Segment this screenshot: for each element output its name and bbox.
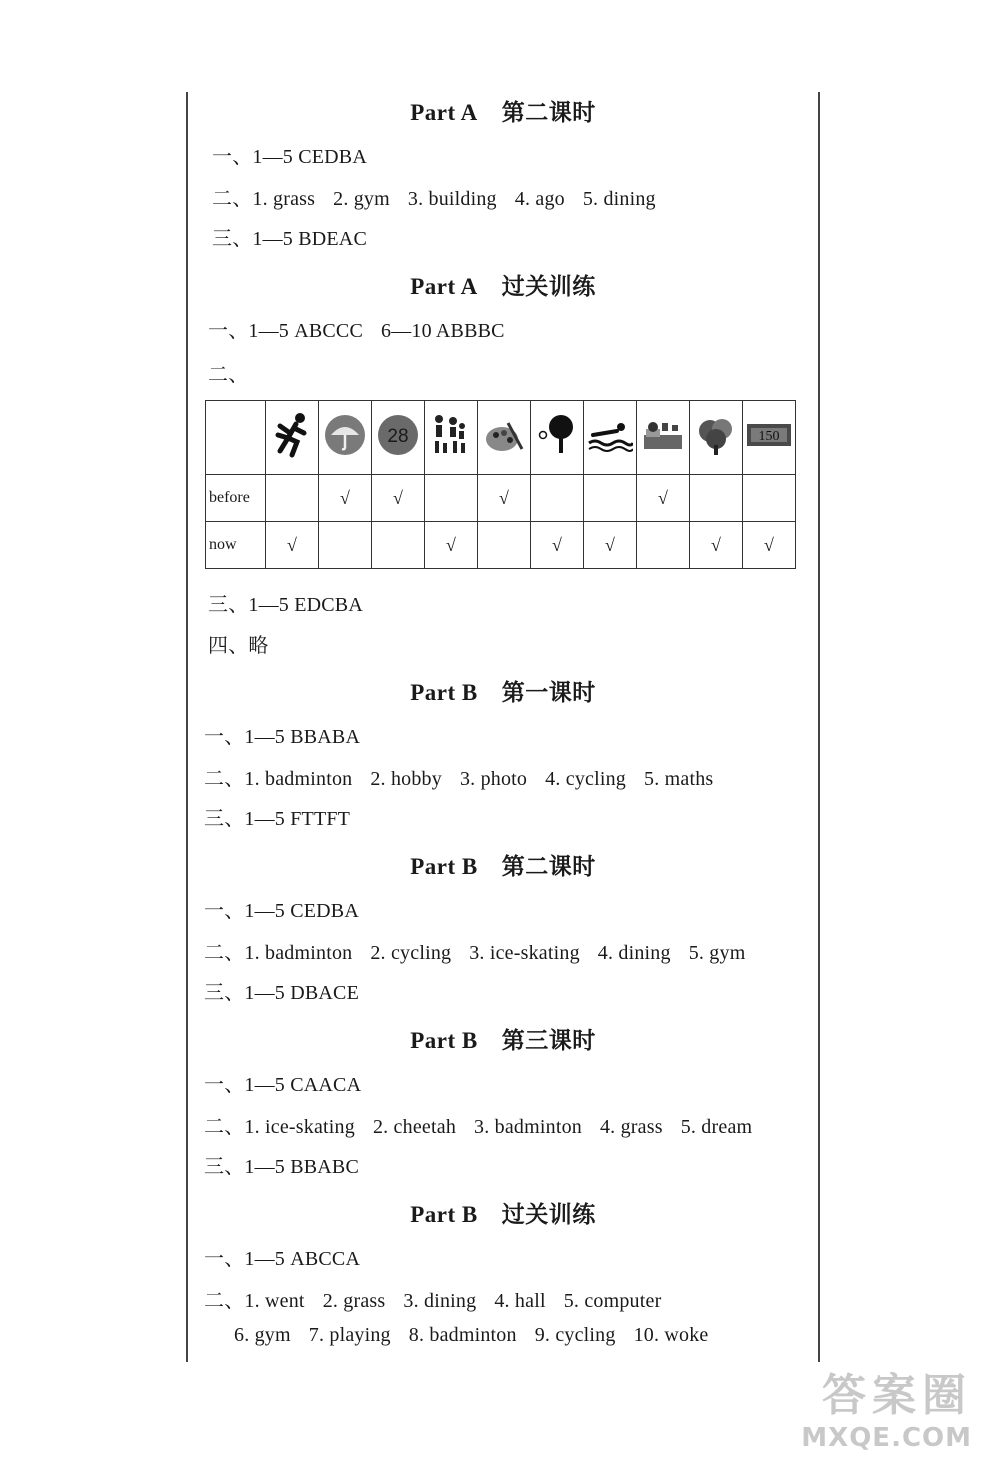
check-mark: √ bbox=[287, 534, 297, 555]
check-cell bbox=[478, 475, 531, 522]
answer-line: 二、1. badminton 2. cycling 3. ice-skating 4. dining 5. gym bbox=[204, 942, 746, 964]
check-mark: √ bbox=[711, 534, 721, 555]
check-cell bbox=[637, 475, 690, 522]
check-cell bbox=[478, 522, 531, 569]
table-row bbox=[206, 475, 796, 522]
answer-line: 三、1—5 BDEAC bbox=[212, 228, 367, 250]
check-cell bbox=[372, 522, 425, 569]
check-cell bbox=[319, 475, 372, 522]
check-mark: √ bbox=[658, 487, 668, 508]
tree-icon bbox=[690, 401, 743, 475]
answer-line: 四、略 bbox=[208, 635, 269, 657]
answer-line: 三、1—5 BBABC bbox=[204, 1156, 360, 1178]
table-corner-cell bbox=[206, 401, 266, 475]
answer-line: 6. gym 7. playing 8. badminton 9. cycling 10. woke bbox=[234, 1324, 709, 1346]
answer-line: 一、1—5 BBABA bbox=[204, 726, 361, 748]
answer-line: 一、1—5 CEDBA bbox=[212, 146, 367, 168]
swimming-icon bbox=[584, 401, 637, 475]
answer-line: 一、1—5 CAACA bbox=[204, 1074, 362, 1096]
check-mark: √ bbox=[499, 487, 509, 508]
check-cell bbox=[584, 475, 637, 522]
section-heading: Part B 第二课时 bbox=[410, 854, 596, 879]
age-28-label: 28 bbox=[387, 426, 409, 447]
check-mark: √ bbox=[393, 487, 403, 508]
activity-table bbox=[205, 400, 796, 569]
check-cell bbox=[637, 522, 690, 569]
answer-line: 二、 bbox=[208, 364, 249, 386]
table-row bbox=[206, 522, 796, 569]
check-mark: √ bbox=[605, 534, 615, 555]
answer-line: 二、1. badminton 2. hobby 3. photo 4. cycling 5. maths bbox=[204, 768, 714, 790]
check-cell bbox=[425, 475, 478, 522]
running-icon bbox=[266, 401, 319, 475]
row-label: now bbox=[206, 522, 266, 569]
answer-line: 三、1—5 FTTFT bbox=[204, 808, 351, 830]
check-cell bbox=[266, 475, 319, 522]
check-cell bbox=[743, 475, 796, 522]
check-mark: √ bbox=[340, 487, 350, 508]
umbrella-icon bbox=[319, 401, 372, 475]
section-heading: Part B 过关训练 bbox=[410, 1202, 596, 1227]
money-150-icon bbox=[743, 401, 796, 475]
answer-line: 二、1. ice-skating 2. cheetah 3. badminton 4. grass 5. dream bbox=[204, 1116, 753, 1138]
check-mark: √ bbox=[446, 534, 456, 555]
section-heading: Part B 第三课时 bbox=[410, 1028, 596, 1053]
row-label: before bbox=[206, 475, 266, 522]
check-cell bbox=[690, 522, 743, 569]
check-cell bbox=[372, 475, 425, 522]
answer-line: 三、1—5 EDCBA bbox=[208, 594, 363, 616]
age-28-icon bbox=[372, 401, 425, 475]
dancing-icon bbox=[425, 401, 478, 475]
answer-line: 二、1. grass 2. gym 3. building 4. ago 5. dining bbox=[212, 188, 656, 210]
check-mark: √ bbox=[552, 534, 562, 555]
check-cell bbox=[266, 522, 319, 569]
answer-line: 一、1—5 ABCCA bbox=[204, 1248, 361, 1270]
check-mark: √ bbox=[764, 534, 774, 555]
check-cell bbox=[319, 522, 372, 569]
ping-pong-icon bbox=[531, 401, 584, 475]
section-heading: Part B 第一课时 bbox=[410, 680, 596, 705]
check-cell bbox=[584, 522, 637, 569]
check-cell bbox=[425, 522, 478, 569]
check-cell bbox=[690, 475, 743, 522]
section-heading: Part A 过关训练 bbox=[410, 274, 596, 299]
answer-line: 一、1—5 CEDBA bbox=[204, 900, 359, 922]
check-cell bbox=[743, 522, 796, 569]
watermark-logo: 答案圈 MXQE.COM bbox=[801, 1370, 972, 1453]
painting-icon bbox=[478, 401, 531, 475]
check-cell bbox=[531, 475, 584, 522]
answer-line: 三、1—5 DBACE bbox=[204, 982, 359, 1004]
money-150-label: 150 bbox=[758, 429, 780, 444]
answer-line: 一、1—5 ABCCC 6—10 ABBBC bbox=[208, 320, 505, 342]
answer-line: 二、1. went 2. grass 3. dining 4. hall 5. computer bbox=[204, 1290, 662, 1312]
section-heading: Part A 第二课时 bbox=[410, 100, 596, 125]
sleeping-icon bbox=[637, 401, 690, 475]
check-cell bbox=[531, 522, 584, 569]
